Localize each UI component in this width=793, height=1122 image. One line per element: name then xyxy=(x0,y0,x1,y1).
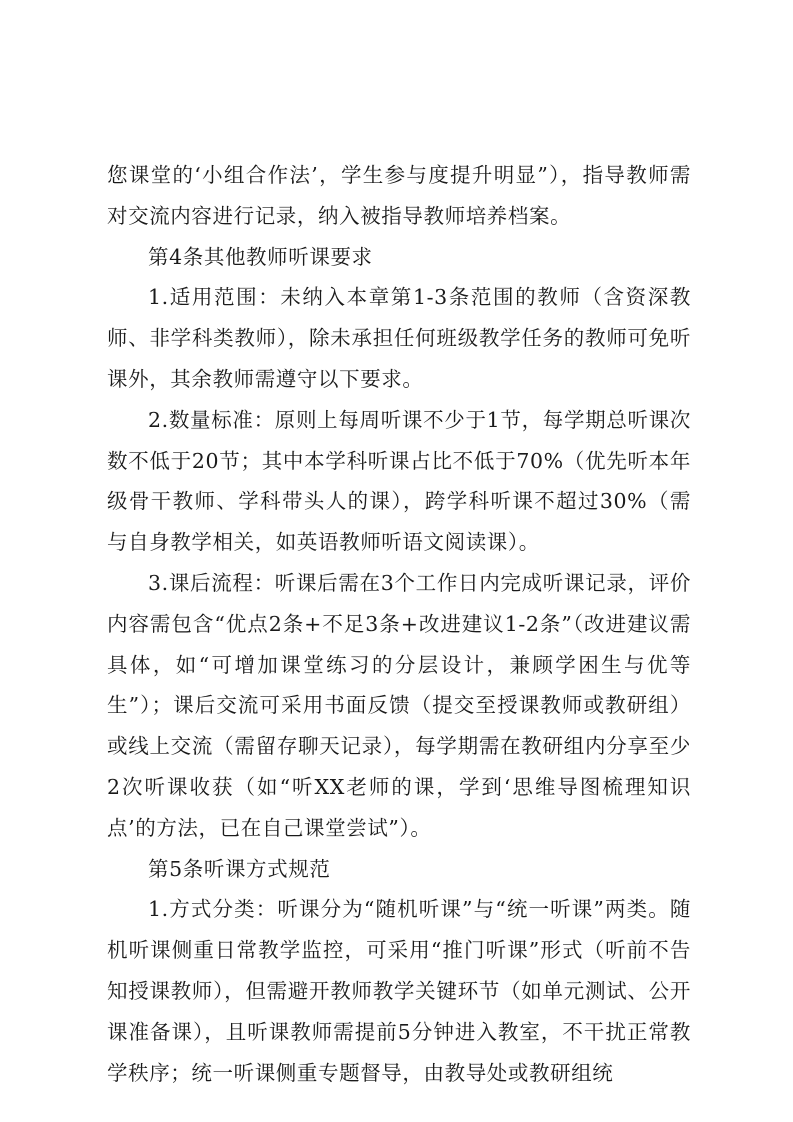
paragraph-method-classification: 1.方式分类：听课分为“随机听课”与“统一听课”两类。随机听课侧重日常教学监控，可采用“推门听课”形式（听前不告知授课教师），但需避开教师教学关键环节（如单元测试、公开课准备课），且听课教师需提前5分钟进入教室，不干扰正常教学秩序；统一听课侧重专题督导，由教导处或教研组统 xyxy=(107,897,691,1085)
paragraph-post-class-process: 3.课后流程：听课后需在3个工作日内完成听课记录，评价内容需包含“优点2条+不足3条+改进建议1-2条”（改进建议需具体，如“可增加课堂练习的分层设计，兼顾学困生与优等生”）；课后交流可采用书面反馈（提交至授课教师或教研组）或线上交流（需留存聊天记录），每学期需在教研组内分享至少2次听课收获（如“听XX老师的课，学到‘思维导图梳理知识点’的方法，已在自己课堂尝试”）。 xyxy=(107,570,691,840)
section-heading-article-5: 第5条听课方式规范 xyxy=(148,856,331,881)
paragraph-continuation: 您课堂的‘小组合作法’，学生参与度提升明显”），指导教师需对交流内容进行记录，纳入被指导教师培养档案。 xyxy=(107,163,691,228)
section-heading-article-4: 第4条其他教师听课要求 xyxy=(148,244,373,269)
document-page xyxy=(107,155,691,1093)
paragraph-quantity-standard: 2.数量标准：原则上每周听课不少于1节，每学期总听课次数不低于20节；其中本学科听课占比不低于70%（优先听本年级骨干教师、学科带头人的课），跨学科听课不超过30%（需与自身教学相关，如英语教师听语文阅读课）。 xyxy=(107,407,691,555)
paragraph-scope: 1.适用范围：未纳入本章第1-3条范围的教师（含资深教师、非学科类教师），除未承担任何班级教学任务的教师可免听课外，其余教师需遵守以下要求。 xyxy=(107,285,691,391)
